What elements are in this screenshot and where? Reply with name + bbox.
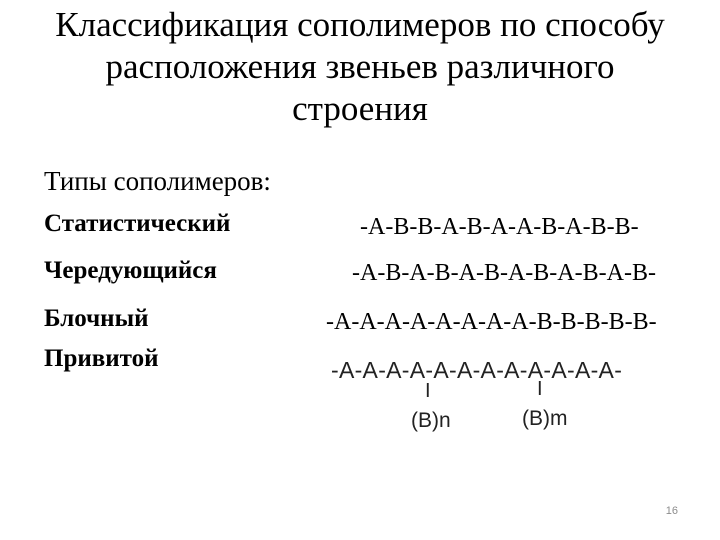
type-label-block: Блочный — [44, 305, 149, 332]
sequence-alternating: -A-B-A-B-A-B-A-B-A-B-A-B- — [352, 260, 656, 286]
type-label-graft: Привитой — [44, 345, 159, 372]
type-label-statistical: Статистический — [44, 210, 231, 237]
graft-branch-1-label: (B)n — [411, 409, 451, 432]
title-line-3: строения — [292, 89, 428, 128]
title-line-1: Классификация сополимеров по способу — [55, 5, 665, 44]
graft-main-chain: -A-A-A-A-A-A-A-A-A-A-A-A- — [331, 357, 623, 383]
title-line-2: расположения звеньев различного — [105, 47, 615, 86]
page-number: 16 — [665, 505, 678, 517]
type-label-alternating: Чередующийся — [44, 257, 217, 284]
slide-title — [20, 4, 700, 130]
copolymer-types-heading: Типы сополимеров: — [44, 166, 271, 196]
graft-branch-1-bond: I — [425, 380, 431, 402]
graft-branch-2-bond: I — [537, 378, 543, 400]
graft-branch-2-label: (B)m — [522, 407, 568, 430]
sequence-block: -A-A-A-A-A-A-A-A-B-B-B-B-B- — [326, 309, 657, 335]
sequence-statistical: -A-B-B-A-B-A-A-B-A-B-B- — [360, 214, 639, 240]
